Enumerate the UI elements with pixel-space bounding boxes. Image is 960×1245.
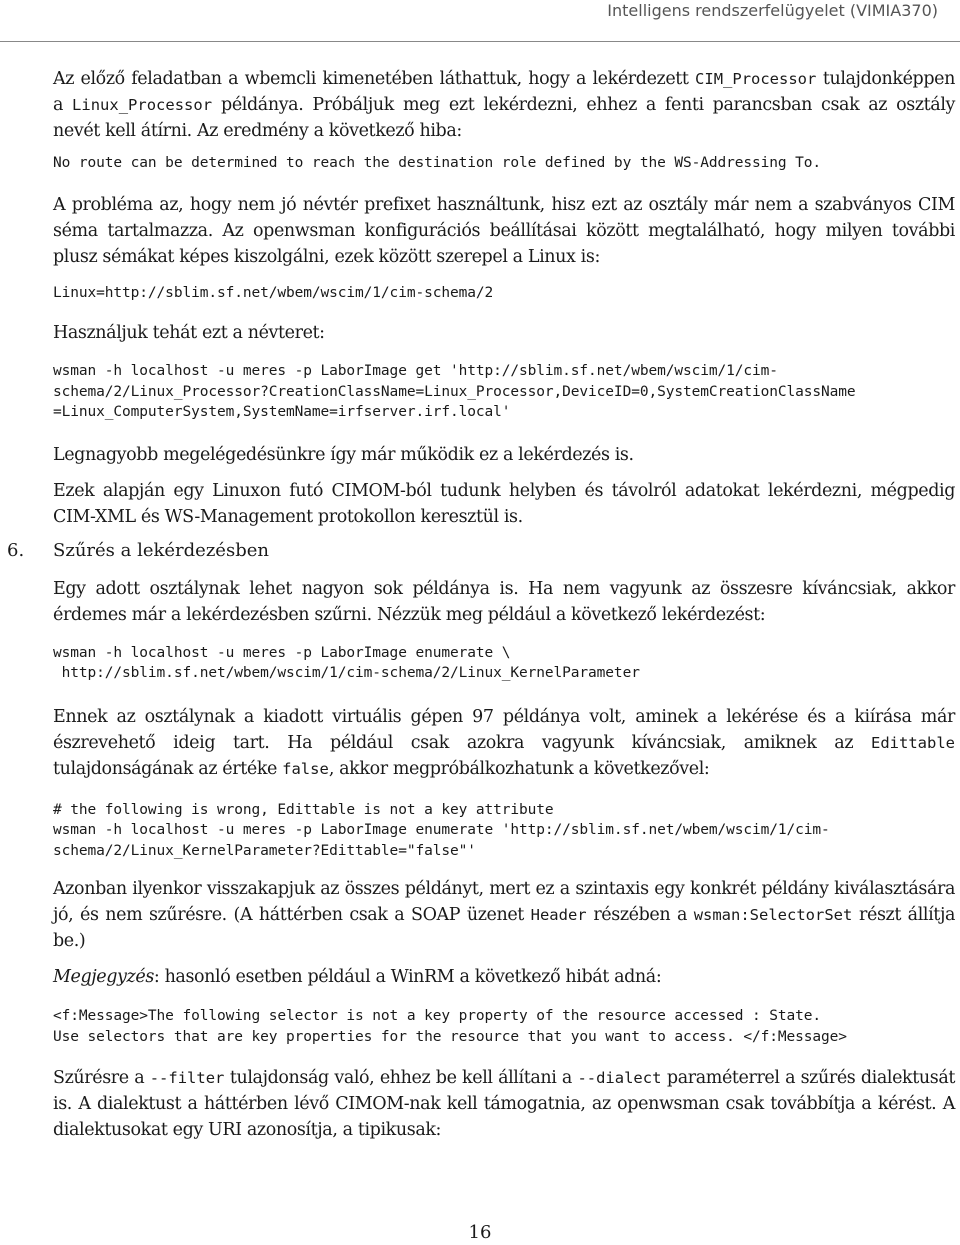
header-title: Intelligens rendszerfelügyelet (VIMIA370) (607, 1, 938, 20)
inline-code-filter: --filter (149, 1069, 225, 1087)
inline-code-dialect: --dialect (577, 1069, 662, 1087)
paragraph-intro: Az előző feladatban a wbemcli kimenetében láthattuk, hogy a lekérdezett CIM_Processor tulajdonképpen a Linux_Processor példánya. Próbáljuk meg ezt lekérdezni, ehhez a fenti parancsban csak az osztály nevét kell átírni. Az eredmény a következő hiba: (53, 69, 956, 141)
inline-code-cim-processor: CIM_Processor (695, 70, 817, 88)
paragraph-summary: Ezek alapján egy Linuxon futó CIMOM-ból tudunk helyben és távolról adatokat lekérdezni, mégpedig CIM-XML és WS-Management protokollon keresztül is. (53, 480, 955, 527)
code-wsman-get: wsman -h localhost -u meres -p LaborImage get 'http://sblim.sf.net/wbem/wscim/1/cim- schema/2/Linux_Processor?CreationClassName=Linux_Processor,DeviceID=0,SystemCreationClassName =Linux_ComputerSystem,SystemName=irfserver.irf.local' (53, 363, 856, 420)
code-namespace-config: Linux=http://sblim.sf.net/wbem/wscim/1/cim-schema/2 (53, 284, 494, 301)
paragraph-success: Legnagyobb megelégedésünkre így már működik ez a lekérdezés is. (53, 444, 634, 465)
paragraph-use-namespace: Használjuk tehát ezt a névteret: (53, 323, 325, 343)
header-divider (0, 41, 960, 42)
inline-code-false: false (282, 759, 329, 778)
paragraph-selector-explanation: Azonban ilyenkor visszakapjuk az összes példányt, mert ez a szintaxis egy konkrét példány kiválasztására jó, és nem szűrésre. (A háttérben csak a SOAP üzenet Header részében a wsman:SelectorSet részt állítja be.) (53, 879, 955, 951)
paragraph-note: Megjegyzés: hasonló esetben például a WinRM a következő hibát adná: (53, 967, 662, 987)
code-wrong-filter: # the following is wrong, Edittable is not a key attribute wsman -h localhost -u meres -p LaborImage enumerate 'http://sblim.sf.net/wbem/wscim/1/cim- schema/2/Linux_KernelParameter?Edittable="false"' (53, 801, 830, 859)
page-number: 16 (468, 1222, 492, 1243)
paragraph-instances: Ennek az osztálynak a kiadott virtuális gépen 97 példánya volt, aminek a lekérése és a kiírása már észrevehető ideig tart. Ha például csak azokra vagyunk kíváncsiak, amiknek az Edittable tulajdonságának az értéke false, akkor megpróbálkozhatunk a következővel: (53, 706, 955, 779)
paragraph-filtering-intro: Egy adott osztálynak lehet nagyon sok példánya is. Ha nem vagyunk az összesre kíváncsiak, akkor érdemes már a lekérdezésben szűrni. Nézzük meg például a következő lekérdezést: (53, 578, 955, 625)
paragraph-filter-option: Szűrésre a --filter tulajdonság való, ehhez be kell állítani a --dialect paraméterrel a szűrés dialektusát is. A dialektust a háttérben lévő CIMOM-nak kell támogatnia, az openwsman csak továbbítja a kérést. A dialektusokat egy URI azonosítja, a tipikusak: (53, 1068, 955, 1140)
section-title: Szűrés a lekérdezésben (53, 539, 269, 561)
inline-code-linux-processor: Linux_Processor (72, 96, 213, 114)
page-content (7, 66, 956, 1143)
inline-code-edittable: Edittable (871, 733, 955, 752)
inline-code-selectorset: wsman:SelectorSet (693, 906, 853, 924)
code-wsman-enumerate: wsman -h localhost -u meres -p LaborImage enumerate \ http://sblim.sf.net/wbem/wscim/1/cim-schema/2/Linux_KernelParameter (53, 644, 640, 681)
section-heading (7, 538, 955, 564)
section-number: 6. (7, 539, 25, 561)
code-winrm-error: <f:Message>The following selector is not a key property of the resource accessed : State. Use selectors that are key properties for the resource that you want to access. </f:Message> (53, 1008, 847, 1045)
inline-code-header: Header (530, 906, 587, 924)
page-header (0, 0, 960, 44)
code-error-message: No route can be determined to reach the destination role defined by the WS-Addressing To. (53, 155, 822, 171)
paragraph-namespace-problem: A probléma az, hogy nem jó névtér prefixet használtunk, hisz ezt az osztály már nem a szabványos CIM séma tartalmazza. Az openwsman konfigurációs beállításai között megtalálható, hogy milyen további plusz sémákat képes kiszolgálni, ezek között szerepel a Linux is: (53, 194, 955, 267)
